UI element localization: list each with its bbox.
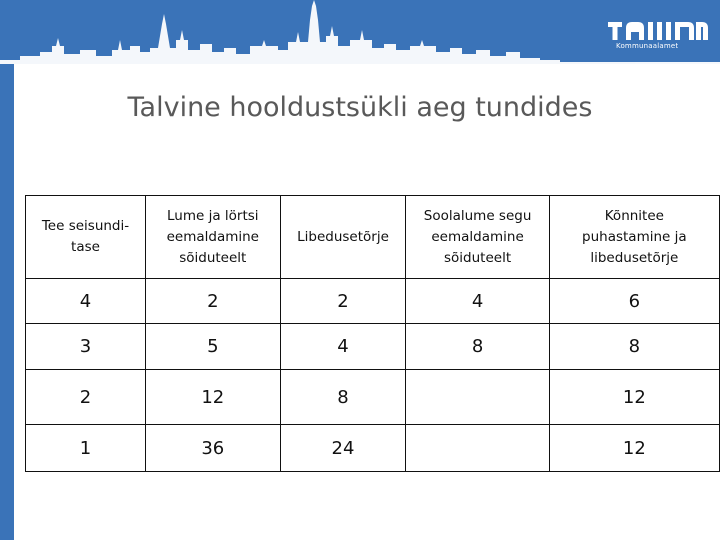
logo-caption: Kommunaalamet bbox=[616, 42, 679, 50]
table-cell: 12 bbox=[146, 370, 281, 425]
table-row bbox=[26, 370, 720, 425]
table-row bbox=[26, 324, 720, 370]
header-cell-snow-removal: Lume ja lörtsi eemaldamine sõiduteelt bbox=[146, 196, 281, 279]
table-cell: 3 bbox=[26, 324, 146, 370]
slide-title: Talvine hooldustsükli aeg tundides bbox=[127, 92, 593, 123]
maintenance-table bbox=[25, 195, 720, 472]
left-accent-bar bbox=[0, 64, 14, 540]
header-cell-sidewalk-cleaning: Kõnnitee puhastamine ja libedusetõrje bbox=[549, 196, 719, 279]
table-cell: 2 bbox=[146, 279, 281, 324]
table-cell: 8 bbox=[406, 324, 549, 370]
table-cell: 8 bbox=[549, 324, 719, 370]
table-cell: 2 bbox=[280, 279, 406, 324]
table-header-row bbox=[26, 196, 720, 279]
table-cell: 12 bbox=[549, 370, 719, 425]
table-row bbox=[26, 425, 720, 472]
table-cell: 1 bbox=[26, 425, 146, 472]
table-cell: 4 bbox=[406, 279, 549, 324]
tallinn-logo-icon bbox=[608, 16, 708, 56]
table-cell: 5 bbox=[146, 324, 281, 370]
table-cell: 4 bbox=[280, 324, 406, 370]
table-cell: 36 bbox=[146, 425, 281, 472]
table-cell bbox=[406, 425, 549, 472]
table-row bbox=[26, 279, 720, 324]
header-cell-anti-slip: Libedusetõrje bbox=[280, 196, 406, 279]
table-cell: 8 bbox=[280, 370, 406, 425]
header-band bbox=[0, 0, 720, 64]
table-cell bbox=[406, 370, 549, 425]
header-cell-road-level: Tee seisundi- tase bbox=[26, 196, 146, 279]
header-cell-salt-snow-removal: Soolalume segu eemaldamine sõiduteelt bbox=[406, 196, 549, 279]
table-cell: 6 bbox=[549, 279, 719, 324]
table-cell: 24 bbox=[280, 425, 406, 472]
table-cell: 4 bbox=[26, 279, 146, 324]
table-cell: 2 bbox=[26, 370, 146, 425]
table-cell: 12 bbox=[549, 425, 719, 472]
